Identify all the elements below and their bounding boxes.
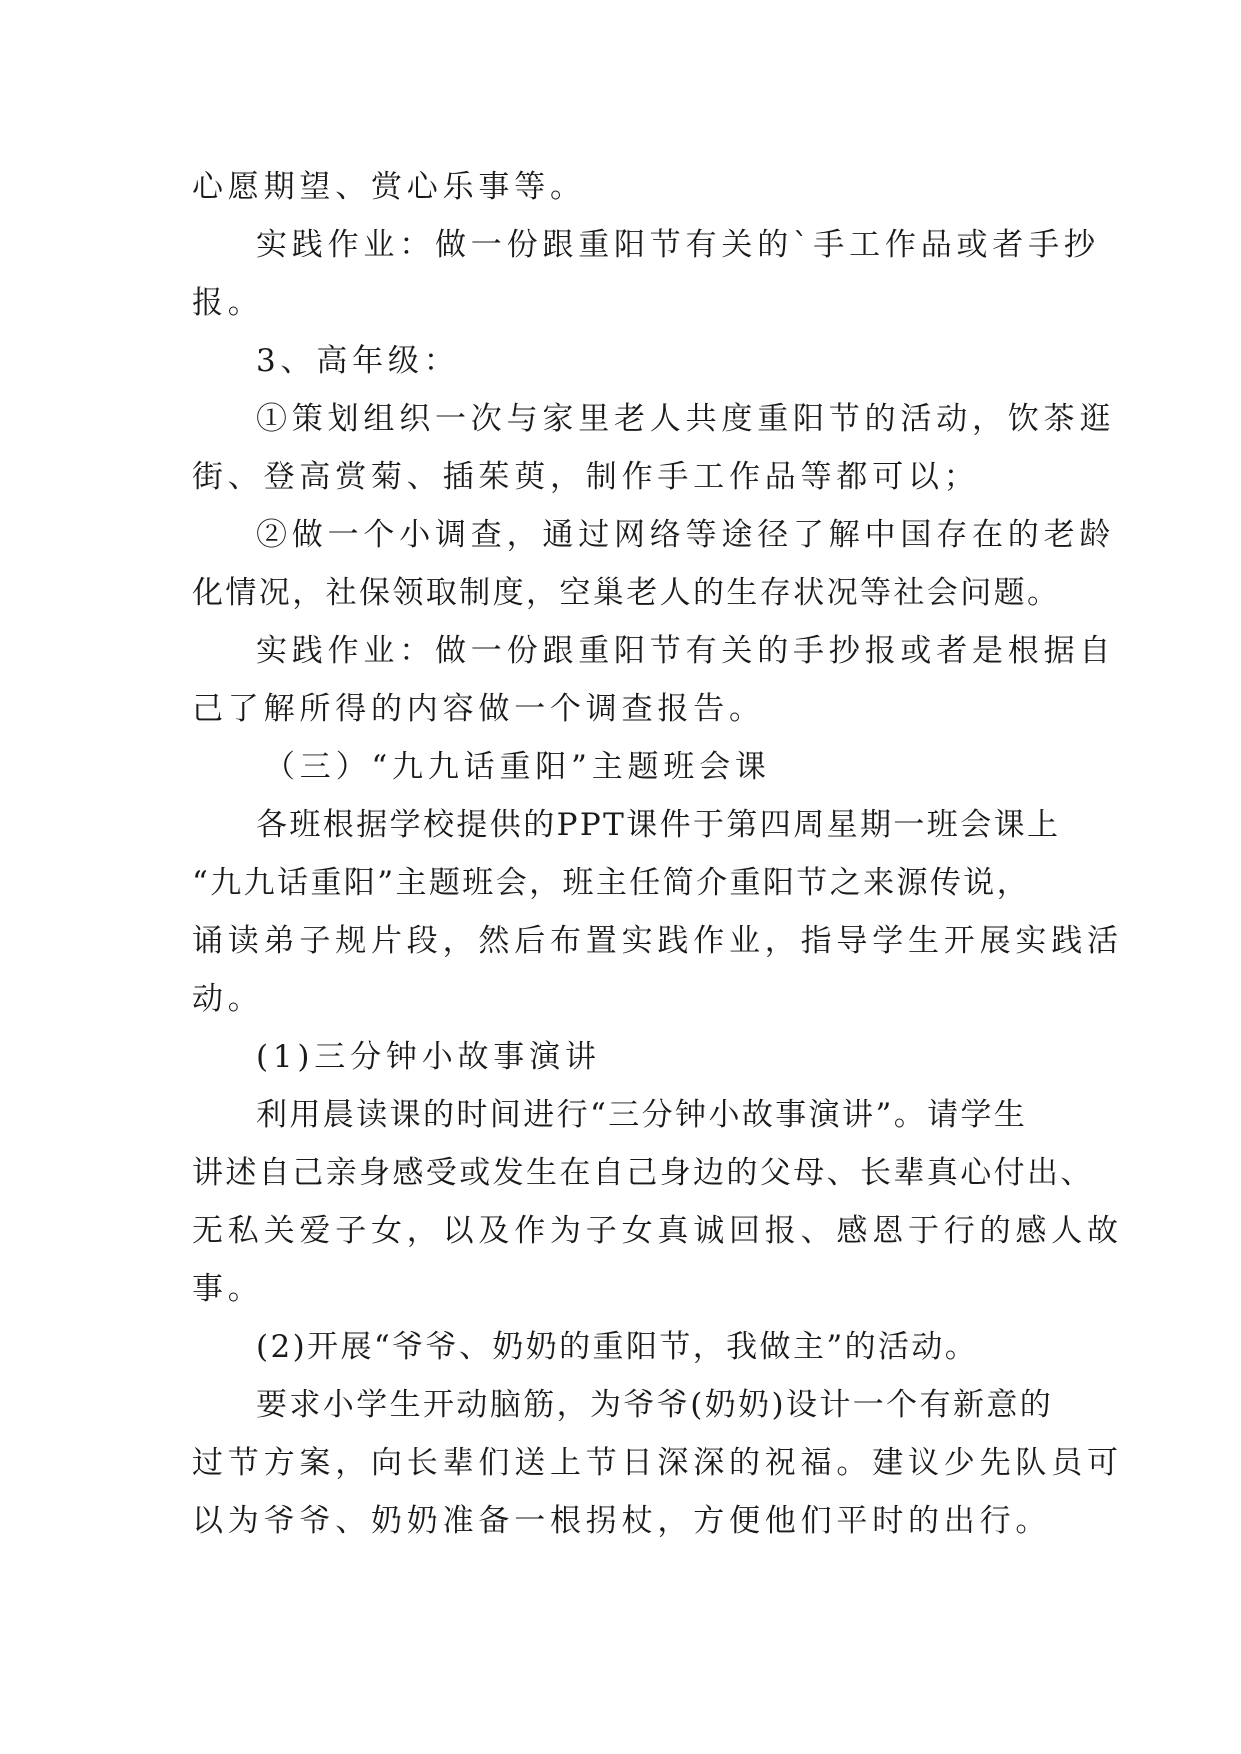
text-line: 各班根据学校提供的PPT课件于第四周星期一班会课上 xyxy=(256,807,1061,843)
text-line: 实践作业：做一份跟重阳节有关的`手工作品或者手抄 xyxy=(256,227,1100,263)
text-line: 心愿期望、赏心乐事等。 xyxy=(192,169,586,205)
text-line: 己了解所得的内容做一个调查报告。 xyxy=(192,691,765,727)
document-body xyxy=(192,158,1123,1550)
text-line: “九九话重阳”主题班会，班主任简介重阳节之来源传说， xyxy=(192,865,1031,901)
section-heading: （三）“九九话重阳”主题班会课 xyxy=(264,749,771,785)
text-line: 以为爷爷、奶奶准备一根拐杖，方便他们平时的出行。 xyxy=(192,1503,1052,1539)
text-line: 实践作业：做一份跟重阳节有关的手抄报或者是根据自 xyxy=(256,633,1116,669)
text-line: 利用晨读课的时间进行“三分钟小故事演讲”。请学生 xyxy=(256,1097,1028,1133)
text-line: 无私关爱子女，以及作为子女真诚回报、感恩于行的感人故 xyxy=(192,1213,1123,1249)
text-line: 报。 xyxy=(192,285,264,321)
text-line: 化情况，社保领取制度，空巢老人的生存状况等社会问题。 xyxy=(192,575,1061,611)
text-line: 事。 xyxy=(192,1271,264,1307)
text-line: 要求小学生开动脑筋，为爷爷(奶奶)设计一个有新意的 xyxy=(256,1387,1054,1423)
text-line: ①策划组织一次与家里老人共度重阳节的活动，饮茶逛 xyxy=(256,401,1116,437)
text-line: 3、高年级： xyxy=(256,343,460,379)
text-line: ②做一个小调查，通过网络等途径了解中国存在的老龄 xyxy=(256,517,1116,553)
text-line: 讲述自己亲身感受或发生在自己身边的父母、长辈真心付出、 xyxy=(192,1155,1094,1191)
subsection-heading: (2)开展“爷爷、奶奶的重阳节，我做主”的活动。 xyxy=(256,1329,979,1365)
text-line: 动。 xyxy=(192,981,264,1017)
text-line: 诵读弟子规片段，然后布置实践作业，指导学生开展实践活 xyxy=(192,923,1123,959)
subsection-heading: (1)三分钟小故事演讲 xyxy=(256,1039,601,1075)
text-line: 街、登高赏菊、插茱萸，制作手工作品等都可以； xyxy=(192,459,980,495)
text-line: 过节方案，向长辈们送上节日深深的祝福。建议少先队员可 xyxy=(192,1445,1123,1481)
